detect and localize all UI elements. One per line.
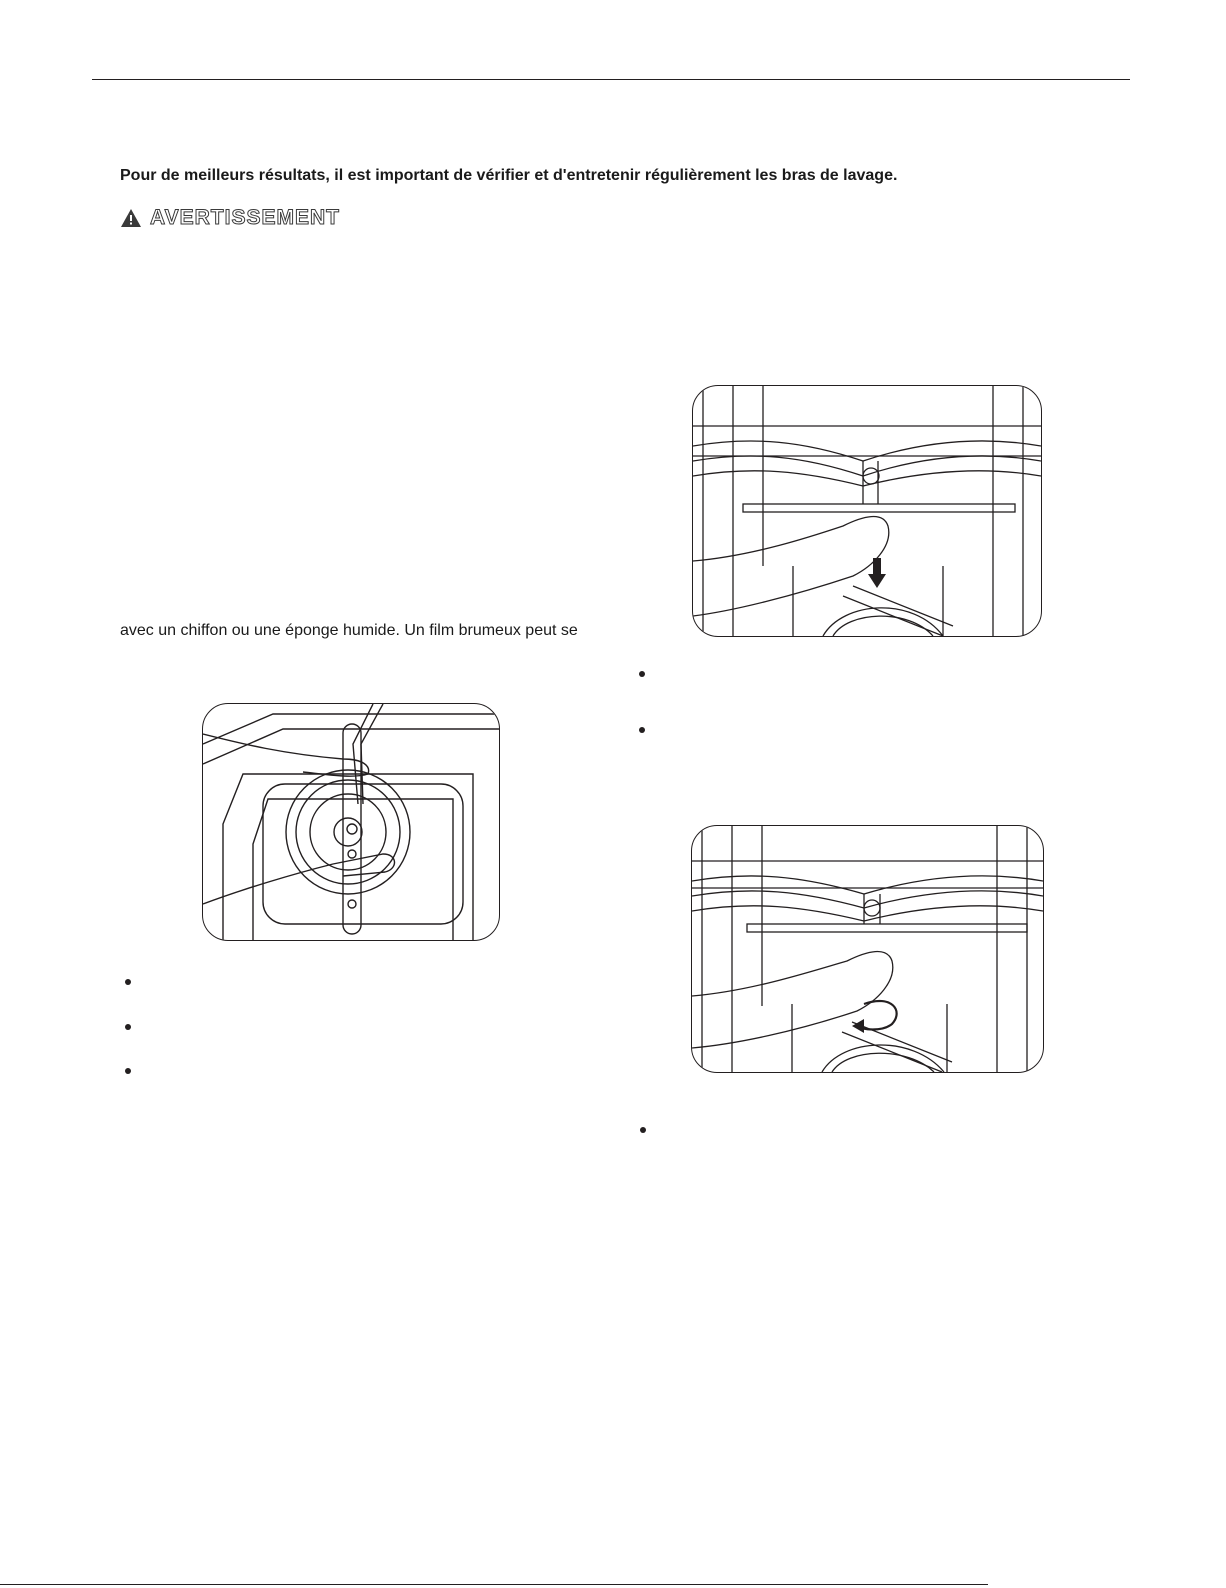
footer-rule xyxy=(0,1584,988,1585)
bullet-point xyxy=(639,727,645,733)
bullet-point xyxy=(640,1127,646,1133)
lower-spray-arm-illustration xyxy=(203,704,499,940)
bullet-point xyxy=(125,979,131,985)
figure-middle-arm-pull xyxy=(692,385,1042,637)
figure-middle-arm-twist xyxy=(691,825,1044,1073)
header-rule xyxy=(92,79,1130,80)
figure-lower-spray-arm xyxy=(202,703,500,941)
middle-arm-twist-illustration xyxy=(692,826,1043,1072)
intro-text: Pour de meilleurs résultats, il est important de vérifier et d'entretenir régulièrement les bras de lavage. xyxy=(120,167,898,184)
warning-triangle-icon xyxy=(120,208,142,228)
bullet-point xyxy=(639,671,645,677)
middle-arm-pull-illustration xyxy=(693,386,1041,636)
warning-heading xyxy=(120,206,340,230)
bullet-point xyxy=(125,1068,131,1074)
body-text-line: avec un chiffon ou une éponge humide. Un film brumeux peut se xyxy=(120,622,578,639)
bullet-point xyxy=(125,1024,131,1030)
warning-label: AVERTISSEMENT xyxy=(150,206,340,229)
